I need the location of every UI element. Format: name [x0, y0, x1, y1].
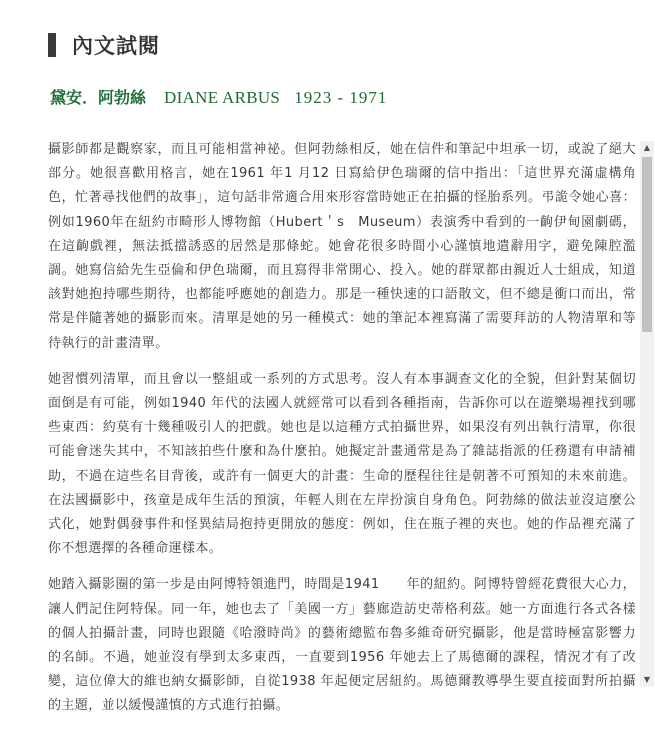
- paragraph: 她踏入攝影圈的第一步是由阿博特領進門，時間是1941 年的紐約。阿博特曾經花費很大心力，讓人們記住阿特保。同一年，她也去了「美國一方」藝廊造訪史蒂格利茲。她一方面進行各式各樣的個人拍攝計畫，同時也跟隨《哈潑時尚》的藝術總監布魯多維奇研究攝影，他是當時極富影響力的名師。不過，她並沒有學到太多東西，一直要到1956 年她去上了馬德爾的課程，情況才有了改變，這位偉大的維也納女攝影師，自從1938 年起便定居紐約。馬德爾教導學生要直接面對所拍攝的主題，並以緩慢謹慎的方式進行拍攝。: [48, 577, 636, 714]
- excerpt-scroll-area[interactable]: [48, 138, 638, 714]
- author-name-english: DIANE ARBUS: [164, 88, 281, 107]
- author-life-years: 1923 - 1971: [294, 88, 388, 107]
- scrollbar-thumb[interactable]: [642, 157, 652, 332]
- scroll-down-arrow-icon[interactable]: ▼: [643, 675, 651, 684]
- section-title: 內文試閱: [72, 33, 160, 58]
- section-header: [48, 30, 160, 60]
- excerpt-text: [48, 138, 636, 719]
- book-title: [50, 85, 387, 108]
- scroll-up-arrow-icon[interactable]: ▲: [643, 143, 651, 152]
- author-name-chinese: 黛安．阿勃絲: [50, 88, 147, 107]
- paragraph: 她習慣列清單，而且會以一整組或一系列的方式思考。沒人有本事調查文化的全貌，但針對某個切面倒是有可能，例如1940 年代的法國人就經常可以看到各種指南，告訴你可以在遊樂場裡找到哪些東西：約莫有十幾種吸引人的把戲。她也是以這種方式拍攝世界，如果沒有列出執行清單，你很可能會迷失其中，不知該拍些什麼和為什麼拍。她擬定計畫通常是為了雜誌指派的任務還有申請補助，不過在這些名目背後，或許有一個更大的計畫：生命的歷程往往是朝著不可預知的未來前進。在法國攝影中，孩童是成年生活的預演，年輕人則在左岸扮演自身角色。阿勃絲的做法並沒這麼公式化，她對偶發事件和怪異結局抱持更開放的態度：例如，住在瓶子裡的夾也。她的作品裡充滿了你不想選擇的各種命運樣本。: [48, 371, 636, 557]
- header-accent-bar: [48, 33, 56, 57]
- paragraph: 攝影師都是觀察家，而且可能相當神祕。但阿勃絲相反，她在信件和筆記中坦承一切，或說了絕大部分。她很喜歡用格言，她在1961 年1 月12 日寫給伊色瑞爾的信中指出：「這世界充滿虛構角色，忙著尋找他們的故事」，這句話非常適合用來形容當時她正在拍攝的怪胎系列。弔詭令她心喜：例如1960年在紐約市畸形人博物館（Hubert＇s Museum）表演秀中看到的一齣伊甸園劇碼，在這齣戲裡，無法抵擋誘惑的居然是那條蛇。她會花很多時間小心謹慎地遣辭用字，避免陳腔濫調。她寫信給先生亞倫和伊色瑞爾，而且寫得非常開心、投入。她的群眾都由親近人士組成，知道該對她抱持哪些期待，也都能呼應她的創造力。那是一種快速的口語散文，但不總是衝口而出，常常是伴隨著她的攝影而來。清單是她的另一種模式：她的筆記本裡寫滿了需要拜訪的人物清單和等待執行的計畫清單。: [48, 142, 636, 351]
- vertical-scrollbar[interactable]: [640, 141, 654, 687]
